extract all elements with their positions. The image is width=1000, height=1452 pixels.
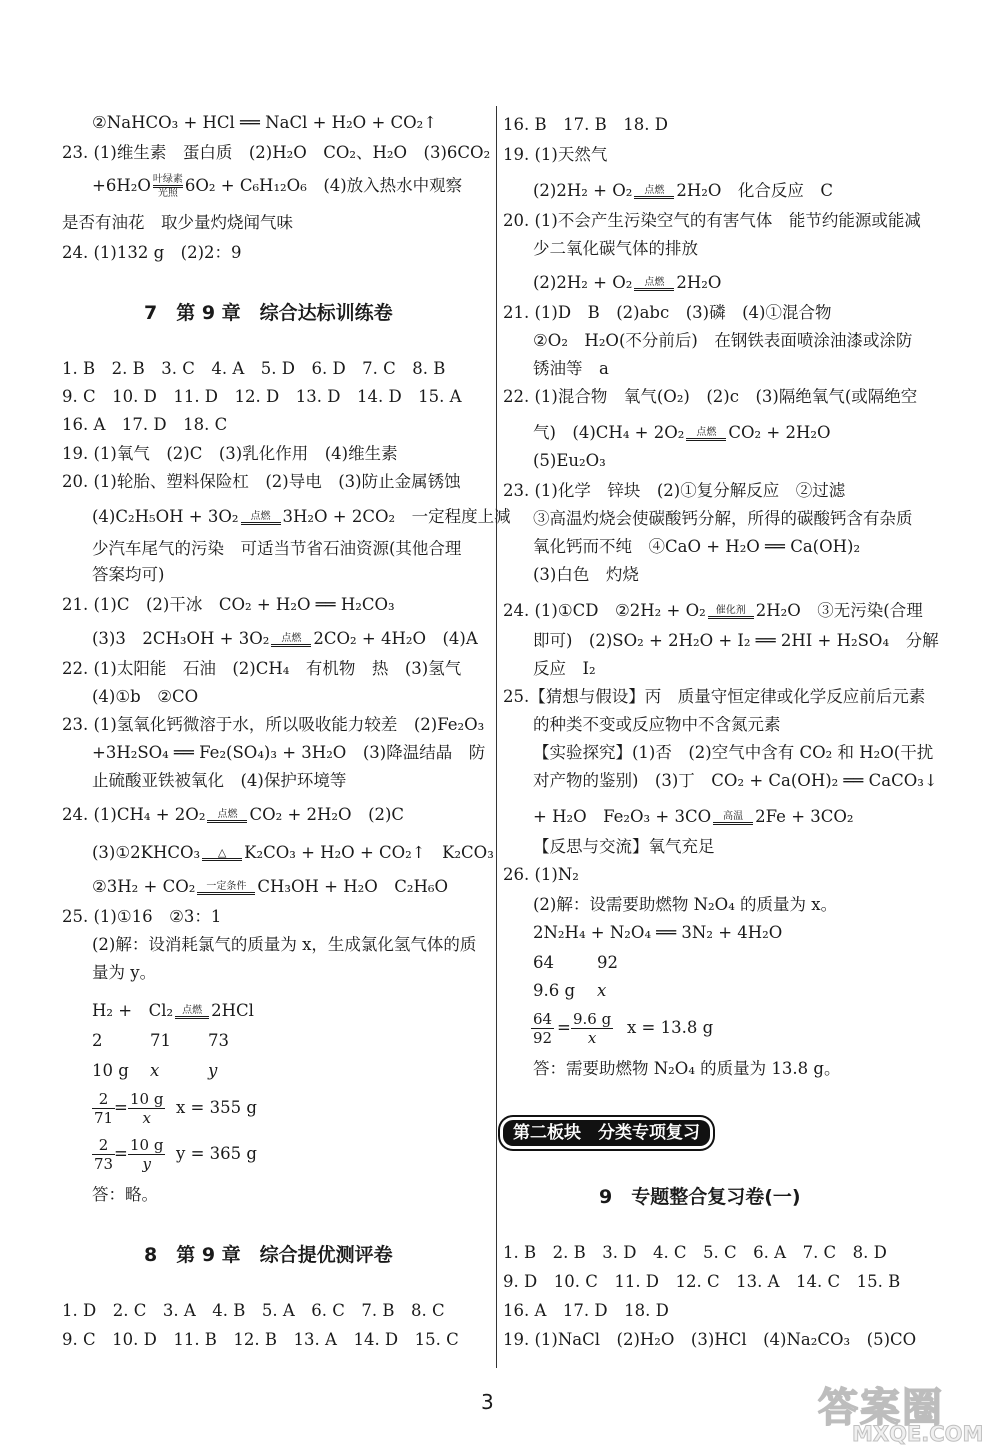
text-line: 23. (1)维生素 蛋白质 (2)H₂O CO₂、H₂O (3)6CO₂ bbox=[62, 143, 491, 162]
text-line: 氧化钙而不纯 ④CaO + H₂O ══ Ca(OH)₂ bbox=[533, 537, 861, 556]
page-number: 3 bbox=[481, 1390, 494, 1414]
text-line: 量为 y。 bbox=[92, 963, 157, 982]
text-line: 答案均可) bbox=[92, 565, 165, 584]
text-line: 20. (1)不会产生污染空气的有害气体 能节约能源或能减 bbox=[503, 211, 921, 230]
text-line: 25.【猜想与假设】丙 质量守恒定律或化学反应前后元素 bbox=[503, 687, 926, 706]
text-line: 24. (1)CH₄ + 2O₂ 点燃 CO₂ + 2H₂O (2)C bbox=[62, 805, 405, 824]
text-line: 25. (1)①16 ②3：1 bbox=[62, 907, 222, 926]
text-line: 答：需要助燃物 N₂O₄ 的质量为 13.8 g。 bbox=[533, 1059, 841, 1078]
ratio-value: 9.6 g bbox=[533, 981, 576, 1000]
text-line: 21. (1)D B (2)abc (3)磷 (4)①混合物 bbox=[503, 303, 832, 322]
section-heading: 8 第 9 章 综合提优测评卷 bbox=[144, 1244, 393, 1266]
fraction: $\frac{2}{71}$ bbox=[94, 1090, 114, 1127]
text-line: 锈油等 a bbox=[533, 359, 609, 378]
text-line: 气) (4)CH₄ + 2O₂ 点燃 CO₂ + 2H₂O bbox=[533, 423, 831, 442]
text-line: 对产物的鉴别) (3)丁 CO₂ + Ca(OH)₂ ══ CaCO₃↓ bbox=[533, 771, 938, 790]
text-line: (2)2H₂ + O₂ 点燃 2H₂O 化合反应 C bbox=[533, 181, 833, 200]
answer-line: 16. A 17. D 18. C bbox=[62, 415, 228, 434]
ratio-value: 71 bbox=[150, 1031, 171, 1050]
answer-line: 1. B 2. B 3. D 4. C 5. C 6. A 7. C 8. D bbox=[503, 1243, 887, 1262]
watermark-logo bbox=[818, 1376, 996, 1448]
text-line: 少二氧化碳气体的排放 bbox=[533, 239, 698, 258]
text-line: (3)3 2CH₃OH + 3O₂ 点燃 2CO₂ + 4H₂O (4)A bbox=[92, 629, 478, 648]
text-line: 26. (1)N₂ bbox=[503, 865, 579, 884]
ratio-value: 73 bbox=[208, 1031, 229, 1050]
watermark-url: MXQE.COM bbox=[852, 1422, 984, 1446]
text-line: (3)白色 灼烧 bbox=[533, 565, 639, 584]
answer-line: 9. C 10. D 11. B 12. B 13. A 14. D 15. C bbox=[62, 1330, 459, 1349]
text-line: 【实验探究】(1)否 (2)空气中含有 CO₂ 和 H₂O(干扰 bbox=[533, 743, 934, 762]
section-banner: 第二板块 分类专项复习 bbox=[503, 1120, 710, 1146]
equation-line: H₂ + Cl₂ 点燃 2HCl bbox=[92, 1001, 254, 1020]
text-line: 22. (1)混合物 氧气(O₂) (2)c (3)隔绝氧气(或隔绝空 bbox=[503, 387, 918, 406]
column-divider bbox=[496, 106, 497, 1368]
section-heading: 7 第 9 章 综合达标训练卷 bbox=[144, 302, 393, 324]
result: x = 355 g bbox=[176, 1098, 257, 1117]
text-line: (5)Eu₂O₃ bbox=[533, 451, 606, 470]
text-line: (4)C₂H₅OH + 3O₂ 点燃 3H₂O + 2CO₂ 一定程度上减 bbox=[92, 507, 511, 526]
equation-line: 2N₂H₄ + N₂O₄ ══ 3N₂ + 4H₂O bbox=[533, 923, 783, 942]
text-line: 19. (1)NaCl (2)H₂O (3)HCl (4)Na₂CO₃ (5)CO bbox=[503, 1330, 917, 1349]
text-line: +6H₂O 叶绿素 光照 6O₂ + C₆H₁₂O₆ (4)放入热水中观察 bbox=[92, 174, 463, 199]
text-line: 少汽车尾气的污染 可适当节省石油资源(其他合理 bbox=[92, 539, 462, 558]
ratio-value: 64 bbox=[533, 953, 554, 972]
text-line: ②O₂ H₂O(不分前后) 在钢铁表面喷涂油漆或涂防 bbox=[533, 331, 913, 350]
equals-sign: = bbox=[114, 1144, 128, 1163]
fraction: $\frac{10 g}{y}$ bbox=[130, 1136, 164, 1173]
text-line: (3)①2KHCO₃ △ K₂CO₃ + H₂O + CO₂↑ K₂CO₃ bbox=[92, 843, 494, 862]
ratio-value: 10 g bbox=[92, 1061, 129, 1080]
text-line: +3H₂SO₄ ══ Fe₂(SO₄)₃ + 3H₂O (3)降温结晶 防 bbox=[92, 743, 486, 762]
text-line: 的种类不变或反应物中不含氮元素 bbox=[533, 715, 781, 734]
text-line: 19. (1)天然气 bbox=[503, 145, 608, 164]
text-line: 23. (1)化学 锌块 (2)①复分解反应 ②过滤 bbox=[503, 481, 846, 500]
fraction: $\frac{10 g}{x}$ bbox=[130, 1090, 164, 1127]
fraction: $\frac{9.6 g}{x}$ bbox=[573, 1010, 612, 1047]
text-line: ③高温灼烧会使碳酸钙分解，所得的碳酸钙含有杂质 bbox=[533, 509, 913, 528]
answer-line: 9. C 10. D 11. D 12. D 13. D 14. D 15. A bbox=[62, 387, 462, 406]
text-line: 19. (1)氧气 (2)C (3)乳化作用 (4)维生素 bbox=[62, 444, 398, 463]
text-line: 23. (1)氢氧化钙微溶于水，所以吸收能力较差 (2)Fe₂O₃ bbox=[62, 715, 485, 734]
section-heading: 9 专题整合复习卷(一) bbox=[599, 1186, 801, 1208]
text-line: 是否有油花 取少量灼烧闻气味 bbox=[62, 213, 293, 232]
text-line: 止硫酸亚铁被氧化 (4)保护环境等 bbox=[92, 771, 347, 790]
text-line: (2)解：设消耗氯气的质量为 x，生成氯化氢气体的质 bbox=[92, 935, 477, 954]
text-line: 24. (1)132 g (2)2：9 bbox=[62, 243, 242, 262]
ratio-value: 92 bbox=[597, 953, 618, 972]
text-line: 即可) (2)SO₂ + 2H₂O + I₂ ══ 2HI + H₂SO₄ 分解 bbox=[533, 631, 939, 650]
watermark-logo-text: 答案圈 bbox=[818, 1385, 944, 1431]
answer-line: 16. B 17. B 18. D bbox=[503, 115, 668, 134]
answer-line: 1. D 2. C 3. A 4. B 5. A 6. C 7. B 8. C bbox=[62, 1301, 445, 1320]
equals-sign: = bbox=[557, 1018, 571, 1037]
equals-sign: = bbox=[114, 1098, 128, 1117]
text-line: ②3H₂ + CO₂ 一定条件 CH₃OH + H₂O C₂H₆O bbox=[92, 877, 449, 896]
answer-line: 9. D 10. C 11. D 12. C 13. A 14. C 15. B bbox=[503, 1272, 901, 1291]
text-line: (2)2H₂ + O₂ 点燃 2H₂O bbox=[533, 273, 722, 292]
fraction: $\frac{2}{73}$ bbox=[94, 1136, 114, 1173]
text-line: 20. (1)轮胎、塑料保险杠 (2)导电 (3)防止金属锈蚀 bbox=[62, 472, 461, 491]
result: y = 365 g bbox=[176, 1144, 257, 1163]
text-line: 答：略。 bbox=[92, 1185, 158, 1204]
ratio-value: 2 bbox=[92, 1031, 103, 1050]
text-line: (4)①b ②CO bbox=[92, 687, 199, 706]
answer-line: 1. B 2. B 3. C 4. A 5. D 6. D 7. C 8. B bbox=[62, 359, 446, 378]
result: x = 13.8 g bbox=[627, 1018, 714, 1037]
text-line: 22. (1)太阳能 石油 (2)CH₄ 有机物 热 (3)氢气 bbox=[62, 659, 462, 678]
text-line: (2)解：设需要助燃物 N₂O₄ 的质量为 x。 bbox=[533, 895, 838, 914]
fraction: $\frac{64}{92}$ bbox=[533, 1010, 553, 1047]
text-line: 反应 I₂ bbox=[533, 659, 596, 678]
ratio-value: x bbox=[597, 981, 607, 1000]
text-line: 【反思与交流】氧气充足 bbox=[533, 837, 715, 856]
text-line: 24. (1)①CD ②2H₂ + O₂ 催化剂 2H₂O ③无污染(合理 bbox=[503, 601, 923, 620]
answer-line: 16. A 17. D 18. D bbox=[503, 1301, 669, 1320]
text-line: + H₂O Fe₂O₃ + 3CO 高温 2Fe + 3CO₂ bbox=[533, 807, 854, 826]
ratio-value: y bbox=[208, 1061, 218, 1080]
text-line: ②NaHCO₃ + HCl ══ NaCl + H₂O + CO₂↑ bbox=[92, 113, 438, 132]
ratio-value: x bbox=[150, 1061, 160, 1080]
text-line: 21. (1)C (2)干冰 CO₂ + H₂O ══ H₂CO₃ bbox=[62, 595, 395, 614]
